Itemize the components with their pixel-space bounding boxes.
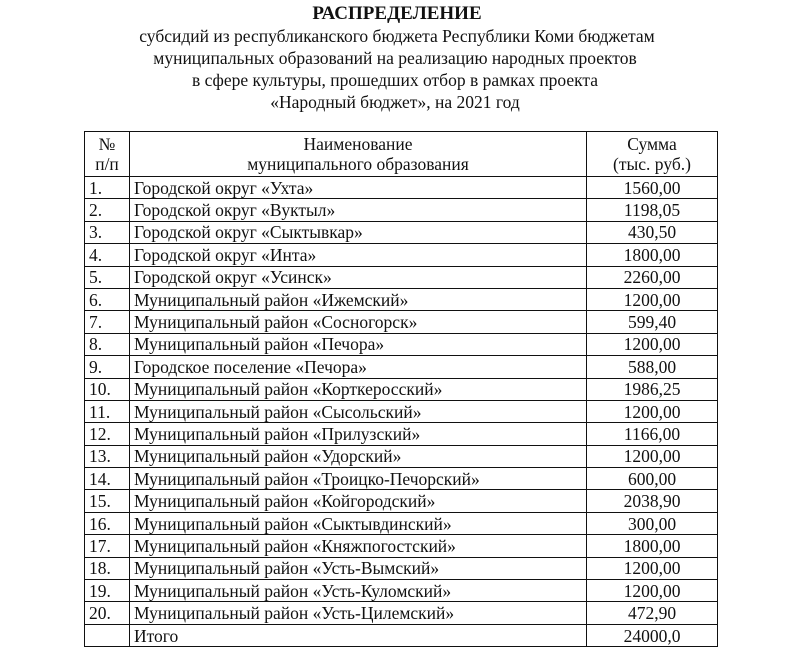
municipality-name: Муниципальный район «Сысольский» [130, 400, 587, 422]
subsidy-amount: 1200,00 [587, 445, 718, 467]
table-row [85, 356, 718, 378]
document-subtitle-line: «Народный бюджет», на 2021 год [270, 92, 520, 112]
row-number: 6. [85, 288, 130, 310]
table-row [85, 557, 718, 579]
table-row [85, 221, 718, 243]
subsidy-amount: 1800,00 [587, 244, 718, 266]
row-number: 9. [85, 356, 130, 378]
table-row [85, 266, 718, 288]
header-text: № [98, 134, 116, 154]
subsidy-amount: 1200,00 [587, 333, 718, 355]
row-number: 10. [85, 378, 130, 400]
table-row [85, 468, 718, 490]
subsidy-amount: 1986,25 [587, 378, 718, 400]
municipality-name: Городской округ «Ухта» [130, 177, 587, 199]
row-number: 7. [85, 311, 130, 333]
subsidy-amount: 1198,05 [587, 199, 718, 221]
row-number: 19. [85, 580, 130, 602]
row-number: 5. [85, 266, 130, 288]
row-number: 12. [85, 423, 130, 445]
total-amount: 24000,0 [587, 624, 718, 646]
municipality-name: Городской округ «Инта» [130, 244, 587, 266]
row-number: 20. [85, 602, 130, 624]
municipality-name: Муниципальный район «Прилузский» [130, 423, 587, 445]
document-subtitle-line: субсидий из республиканского бюджета Республики Коми бюджетам [139, 26, 655, 46]
subsidy-amount: 600,00 [587, 468, 718, 490]
table-row [85, 378, 718, 400]
subsidy-amount: 430,50 [587, 221, 718, 243]
municipality-name: Муниципальный район «Удорский» [130, 445, 587, 467]
row-number: 11. [85, 400, 130, 422]
municipality-name: Муниципальный район «Усть-Куломский» [130, 580, 587, 602]
table-row [85, 288, 718, 310]
municipality-name: Городское поселение «Печора» [130, 356, 587, 378]
header-text: муниципального образования [247, 154, 469, 174]
total-label: Итого [130, 624, 587, 646]
municipality-name: Муниципальный район «Сосногорск» [130, 311, 587, 333]
table-row [85, 602, 718, 624]
header-text: п/п [95, 154, 119, 174]
municipality-name: Муниципальный район «Усть-Вымский» [130, 557, 587, 579]
subsidy-amount: 1200,00 [587, 288, 718, 310]
subsidy-amount: 1800,00 [587, 535, 718, 557]
table-row [85, 177, 718, 199]
document-header [0, 3, 790, 113]
table-row [85, 445, 718, 467]
table-row [85, 333, 718, 355]
column-header-name [130, 132, 587, 177]
subsidy-amount: 1200,00 [587, 557, 718, 579]
table-row [85, 580, 718, 602]
table-total-row [85, 624, 718, 646]
table-header-row [85, 132, 718, 177]
subsidy-amount: 2260,00 [587, 266, 718, 288]
subsidy-amount: 1166,00 [587, 423, 718, 445]
row-number: 3. [85, 221, 130, 243]
table-row [85, 423, 718, 445]
municipality-name: Городской округ «Усинск» [130, 266, 587, 288]
subsidy-amount: 1200,00 [587, 580, 718, 602]
municipality-name: Городской округ «Сыктывкар» [130, 221, 587, 243]
table-row [85, 512, 718, 534]
document-subtitle-line: муниципальных образований на реализацию народных проектов [153, 48, 637, 68]
header-text: Сумма [627, 134, 677, 154]
row-number: 18. [85, 557, 130, 579]
municipality-name: Муниципальный район «Корткеросский» [130, 378, 587, 400]
total-row-number [85, 624, 130, 646]
subsidy-amount: 1560,00 [587, 177, 718, 199]
row-number: 15. [85, 490, 130, 512]
row-number: 1. [85, 177, 130, 199]
row-number: 16. [85, 512, 130, 534]
document-subtitle-line: в сфере культуры, прошедших отбор в рамках проекта [191, 70, 599, 90]
subsidy-amount: 599,40 [587, 311, 718, 333]
row-number: 13. [85, 445, 130, 467]
row-number: 2. [85, 199, 130, 221]
table-row [85, 199, 718, 221]
table-row [85, 244, 718, 266]
header-text: (тыс. руб.) [613, 154, 691, 174]
row-number: 4. [85, 244, 130, 266]
table-row [85, 400, 718, 422]
table-row [85, 311, 718, 333]
column-header-number [85, 132, 130, 177]
row-number: 8. [85, 333, 130, 355]
subsidy-amount: 1200,00 [587, 400, 718, 422]
subsidy-allocation-table [84, 131, 718, 647]
municipality-name: Муниципальный район «Ижемский» [130, 288, 587, 310]
table-row [85, 535, 718, 557]
subsidy-amount: 300,00 [587, 512, 718, 534]
table-body [85, 177, 718, 647]
municipality-name: Муниципальный район «Печора» [130, 333, 587, 355]
municipality-name: Городской округ «Вуктыл» [130, 199, 587, 221]
subsidy-amount: 472,90 [587, 602, 718, 624]
municipality-name: Муниципальный район «Княжпогостский» [130, 535, 587, 557]
municipality-name: Муниципальный район «Усть-Цилемский» [130, 602, 587, 624]
document-title: РАСПРЕДЕЛЕНИЕ [312, 3, 482, 24]
row-number: 17. [85, 535, 130, 557]
table-row [85, 490, 718, 512]
municipality-name: Муниципальный район «Троицко-Печорский» [130, 468, 587, 490]
column-header-sum [587, 132, 718, 177]
municipality-name: Муниципальный район «Койгородский» [130, 490, 587, 512]
municipality-name: Муниципальный район «Сыктывдинский» [130, 512, 587, 534]
table-header [85, 132, 718, 177]
row-number: 14. [85, 468, 130, 490]
header-text: Наименование [303, 134, 413, 154]
subsidy-amount: 2038,90 [587, 490, 718, 512]
subsidy-amount: 588,00 [587, 356, 718, 378]
